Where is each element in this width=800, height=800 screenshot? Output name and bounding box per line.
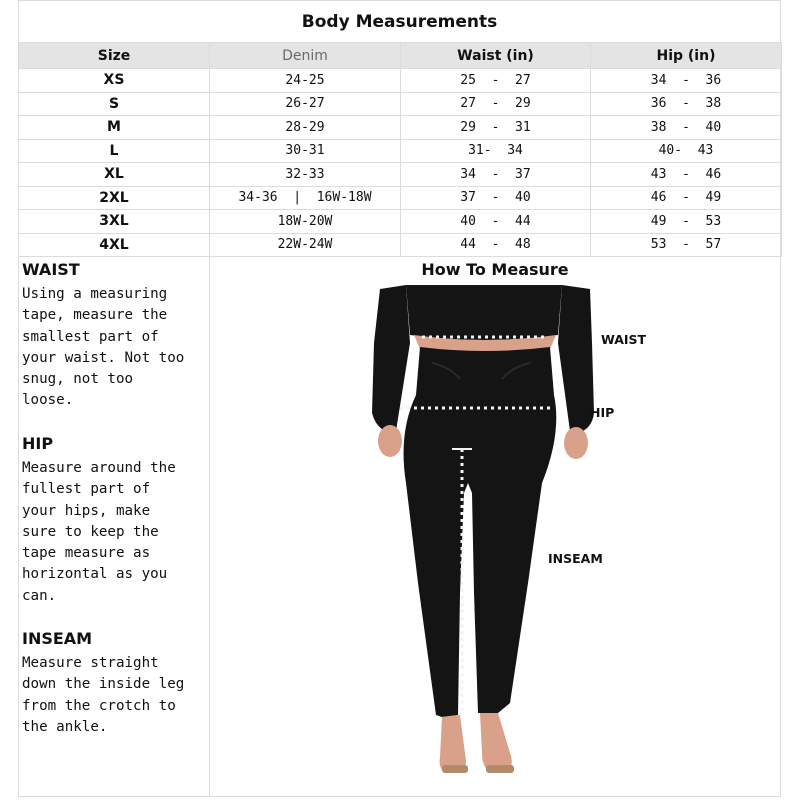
description-line: your waist. Not too — [22, 349, 185, 366]
page-title: Body Measurements — [301, 12, 498, 32]
description-line: Using a measuring — [22, 286, 168, 302]
size-cell: 3XL — [19, 210, 210, 234]
header-hip: Hip (in) — [591, 43, 782, 69]
header-size: Size — [19, 43, 210, 69]
waist-heading: WAIST — [22, 260, 80, 279]
description-line: your hips, make — [22, 502, 151, 519]
description-line: down the inside leg — [22, 676, 185, 693]
header-denim: Denim — [210, 43, 401, 69]
table-header-row — [19, 43, 782, 69]
size-cell: 4XL — [19, 233, 210, 257]
waist-cell: 37 - 40 — [401, 186, 591, 210]
table-row — [19, 69, 782, 93]
how-to-measure-title: How To Measure — [421, 260, 569, 279]
description-line: fullest part of — [22, 481, 151, 498]
inseam-heading: INSEAM — [22, 629, 93, 648]
description-line: can. — [22, 587, 57, 604]
hip-cell: 40- 43 — [591, 139, 782, 163]
table-row — [19, 233, 782, 257]
denim-cell: 34-36 | 16W-18W — [210, 186, 401, 210]
description-line: from the crotch to — [22, 697, 176, 714]
table-row — [19, 116, 782, 140]
waist-cell: 31- 34 — [401, 139, 591, 163]
size-cell: S — [19, 92, 210, 116]
denim-cell: 18W-20W — [210, 210, 401, 234]
size-cell: M — [19, 116, 210, 140]
size-table — [18, 42, 782, 257]
model-figure — [372, 285, 594, 773]
description-line: loose. — [22, 392, 74, 409]
table-row — [19, 139, 782, 163]
denim-cell: 28-29 — [210, 116, 401, 140]
size-cell: L — [19, 139, 210, 163]
denim-cell: 24-25 — [210, 69, 401, 93]
size-cell: XS — [19, 69, 210, 93]
table-row — [19, 186, 782, 210]
hip-cell: 46 - 49 — [591, 186, 782, 210]
header-waist: Waist (in) — [401, 43, 591, 69]
denim-cell: 32-33 — [210, 163, 401, 187]
waist-cell: 25 - 27 — [401, 69, 591, 93]
waist-guide — [22, 258, 206, 412]
hip-cell: 53 - 57 — [591, 233, 782, 257]
description-line: sure to keep the — [22, 523, 159, 540]
description-line: snug, not too — [22, 371, 134, 388]
measurement-illustration — [210, 283, 780, 797]
table-row — [19, 210, 782, 234]
inseam-guide — [22, 627, 206, 738]
waist-label: WAIST — [601, 332, 647, 347]
description-line: Measure around the — [22, 460, 176, 476]
inseam-description — [22, 653, 206, 738]
denim-cell: 30-31 — [210, 139, 401, 163]
denim-cell: 26-27 — [210, 92, 401, 116]
denim-cell: 22W-24W — [210, 233, 401, 257]
hip-label: HIP — [590, 405, 615, 420]
waist-cell: 29 - 31 — [401, 116, 591, 140]
waist-cell: 40 - 44 — [401, 210, 591, 234]
waist-description — [22, 284, 206, 412]
hip-cell: 34 - 36 — [591, 69, 782, 93]
hip-guide — [22, 432, 206, 607]
table-row — [19, 92, 782, 116]
description-line: smallest part of — [22, 328, 159, 345]
hip-heading: HIP — [22, 434, 54, 453]
waist-cell: 44 - 48 — [401, 233, 591, 257]
hip-cell: 49 - 53 — [591, 210, 782, 234]
description-line: horizontal as you — [22, 566, 168, 583]
hip-cell: 43 - 46 — [591, 163, 782, 187]
waist-cell: 34 - 37 — [401, 163, 591, 187]
size-cell: 2XL — [19, 186, 210, 210]
inseam-label: INSEAM — [548, 551, 603, 566]
description-line: Measure straight — [22, 655, 159, 671]
waist-cell: 27 - 29 — [401, 92, 591, 116]
hip-cell: 36 - 38 — [591, 92, 782, 116]
size-cell: XL — [19, 163, 210, 187]
hip-cell: 38 - 40 — [591, 116, 782, 140]
description-line: tape measure as — [22, 545, 151, 562]
table-row — [19, 163, 782, 187]
hip-description — [22, 458, 206, 607]
description-line: tape, measure the — [22, 307, 168, 324]
description-line: the ankle. — [22, 718, 108, 735]
